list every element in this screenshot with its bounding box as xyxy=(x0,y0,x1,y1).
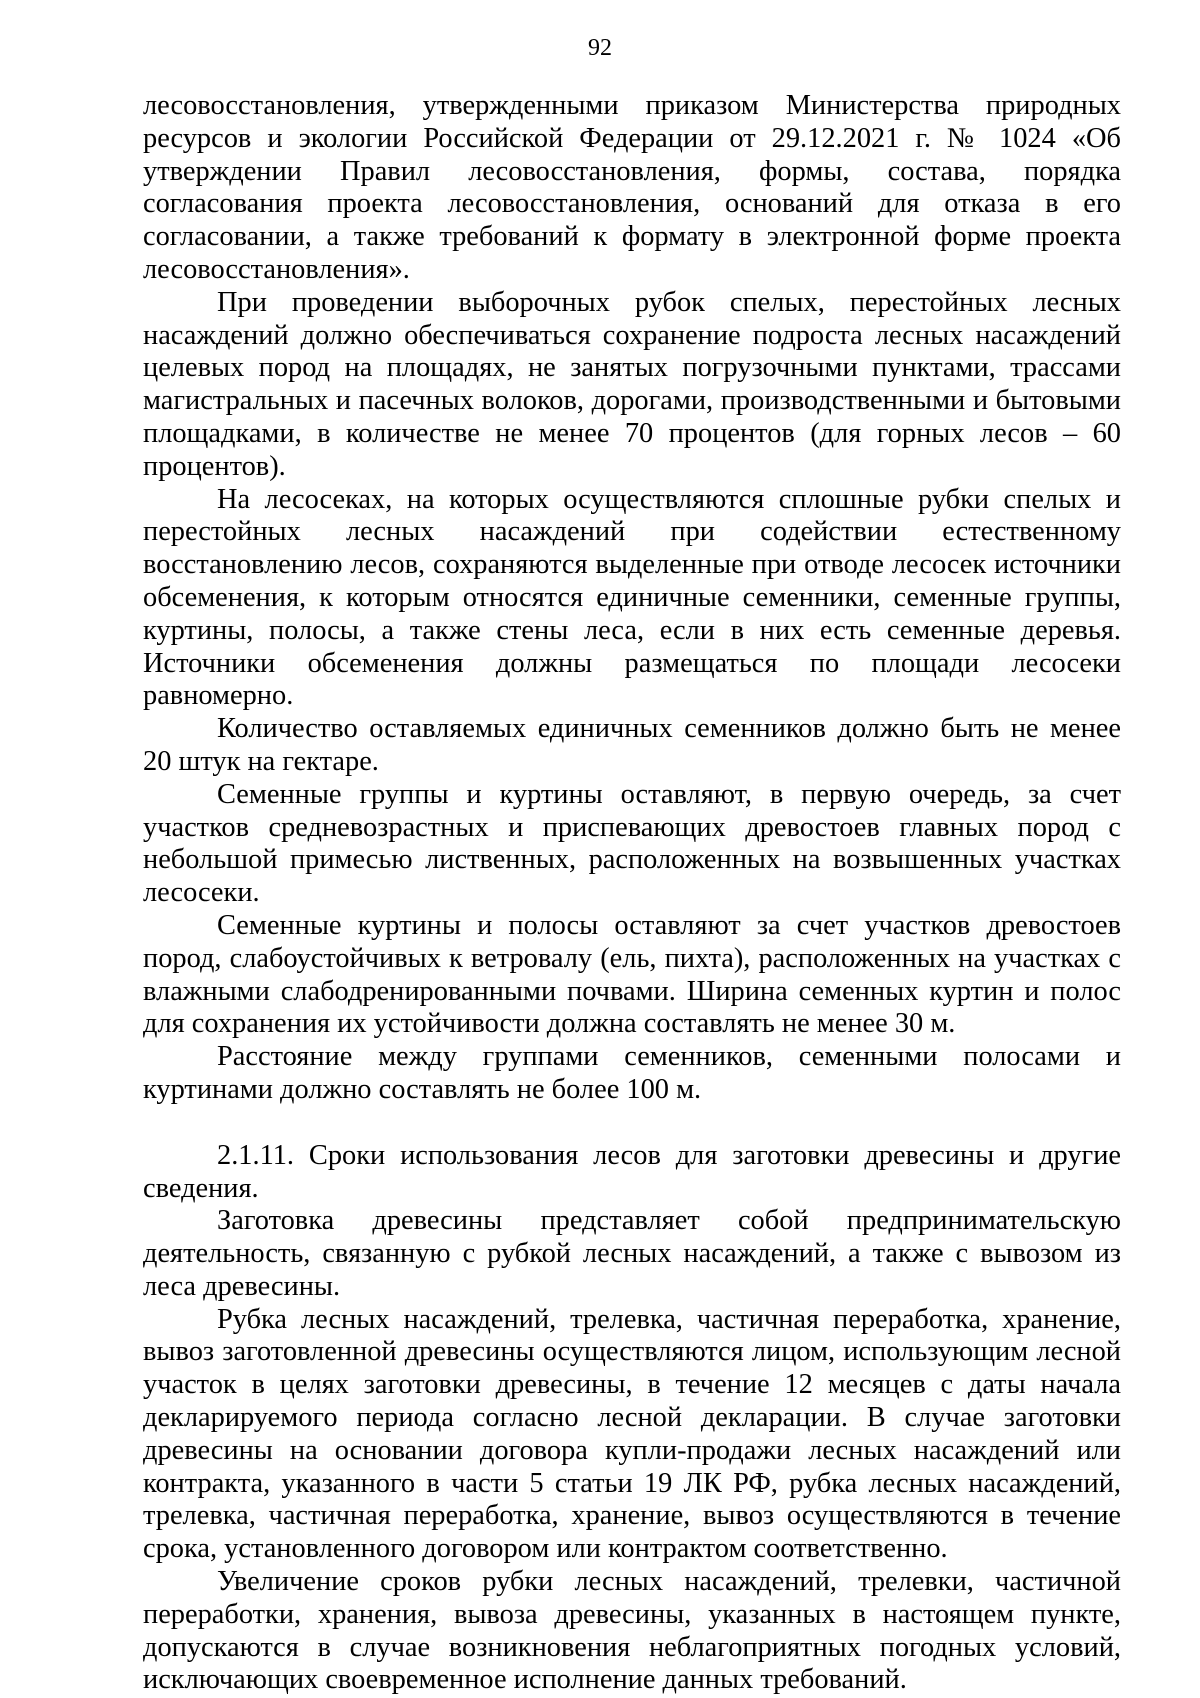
paragraph: лесовосстановления, утвержденными приказом Министерства природных ресурсов и экологии Российской Федерации от 29.12.2021 г. № 1024 «Об утверждении Правил лесовосстановления, формы, состава, порядка согласования проекта лесовосстановления, оснований для отказа в его согласовании, а также требований к формату в электронной форме проекта лесовосстановления». xyxy=(143,90,1121,285)
paragraph: Увеличение сроков рубки лесных насаждений, трелевки, частичной переработки, хранения, вывоза древесины, указанных в настоящем пункте, допускаются в случае возникновения неблагоприятных погодных условий, исключающих своевременное исполнение данных требований. xyxy=(143,1566,1121,1696)
paragraph: Количество оставляемых единичных семенников должно быть не менее 20 штук на гектаре. xyxy=(143,713,1121,777)
paragraph: При проведении выборочных рубок спелых, перестойных лесных насаждений должно обеспечиваться сохранение подроста лесных насаждений целевых пород на площадях, не занятых погрузочными пунктами, трассами магистральных и пасечных волоков, дорогами, производственными и бытовыми площадками, в количестве не менее 70 процентов (для горных лесов – 60 процентов). xyxy=(143,286,1121,482)
document-body xyxy=(143,90,1121,1697)
paragraph: Заготовка древесины представляет собой предпринимательскую деятельность, связанную с рубкой лесных насаждений, а также с вывозом из леса древесины. xyxy=(143,1205,1121,1302)
paragraph: Рубка лесных насаждений, трелевка, частичная переработка, хранение, вывоз заготовленной древесины осуществляются лицом, использующим лесной участок в целях заготовки древесины, в течение 12 месяцев с даты начала декларируемого периода согласно лесной декларации. В случае заготовки древесины на основании договора купли-продажи лесных насаждений или контракта, указанного в части 5 статьи 19 ЛК РФ, рубка лесных насаждений, трелевка, частичная переработка, хранение, вывоз осуществляются в течение срока, установленного договором или контрактом соответственно. xyxy=(143,1303,1121,1565)
paragraph: Семенные группы и куртины оставляют, в первую очередь, за счет участков средневозрастных и приспевающих древостоев главных пород с небольшой примесью лиственных, расположенных на возвышенных участках лесосеки. xyxy=(143,778,1121,909)
paragraph: Расстояние между группами семенников, семенными полосами и куртинами должно составлять не более 100 м. xyxy=(143,1041,1121,1105)
paragraph: На лесосеках, на которых осуществляются сплошные рубки спелых и перестойных лесных насаждений при содействии естественному восстановлению лесов, сохраняются выделенные при отводе лесосек источники обсеменения, к которым относятся единичные семенники, семенные группы, куртины, полосы, а также стены леса, если в них есть семенные деревья. Источники обсеменения должны размещаться по площади лесосеки равномерно. xyxy=(143,483,1121,712)
page-number: 92 xyxy=(588,35,612,61)
section-spacer xyxy=(143,1107,1121,1140)
paragraph: Семенные куртины и полосы оставляют за счет участков древостоев пород, слабоустойчивых к ветровалу (ель, пихта), расположенных на участках с влажными слабодренированными почвами. Ширина семенных куртин и полос для сохранения их устойчивости должна составлять не менее 30 м. xyxy=(143,909,1121,1040)
section-heading: 2.1.11. Сроки использования лесов для заготовки древесины и другие сведения. xyxy=(143,1139,1121,1204)
